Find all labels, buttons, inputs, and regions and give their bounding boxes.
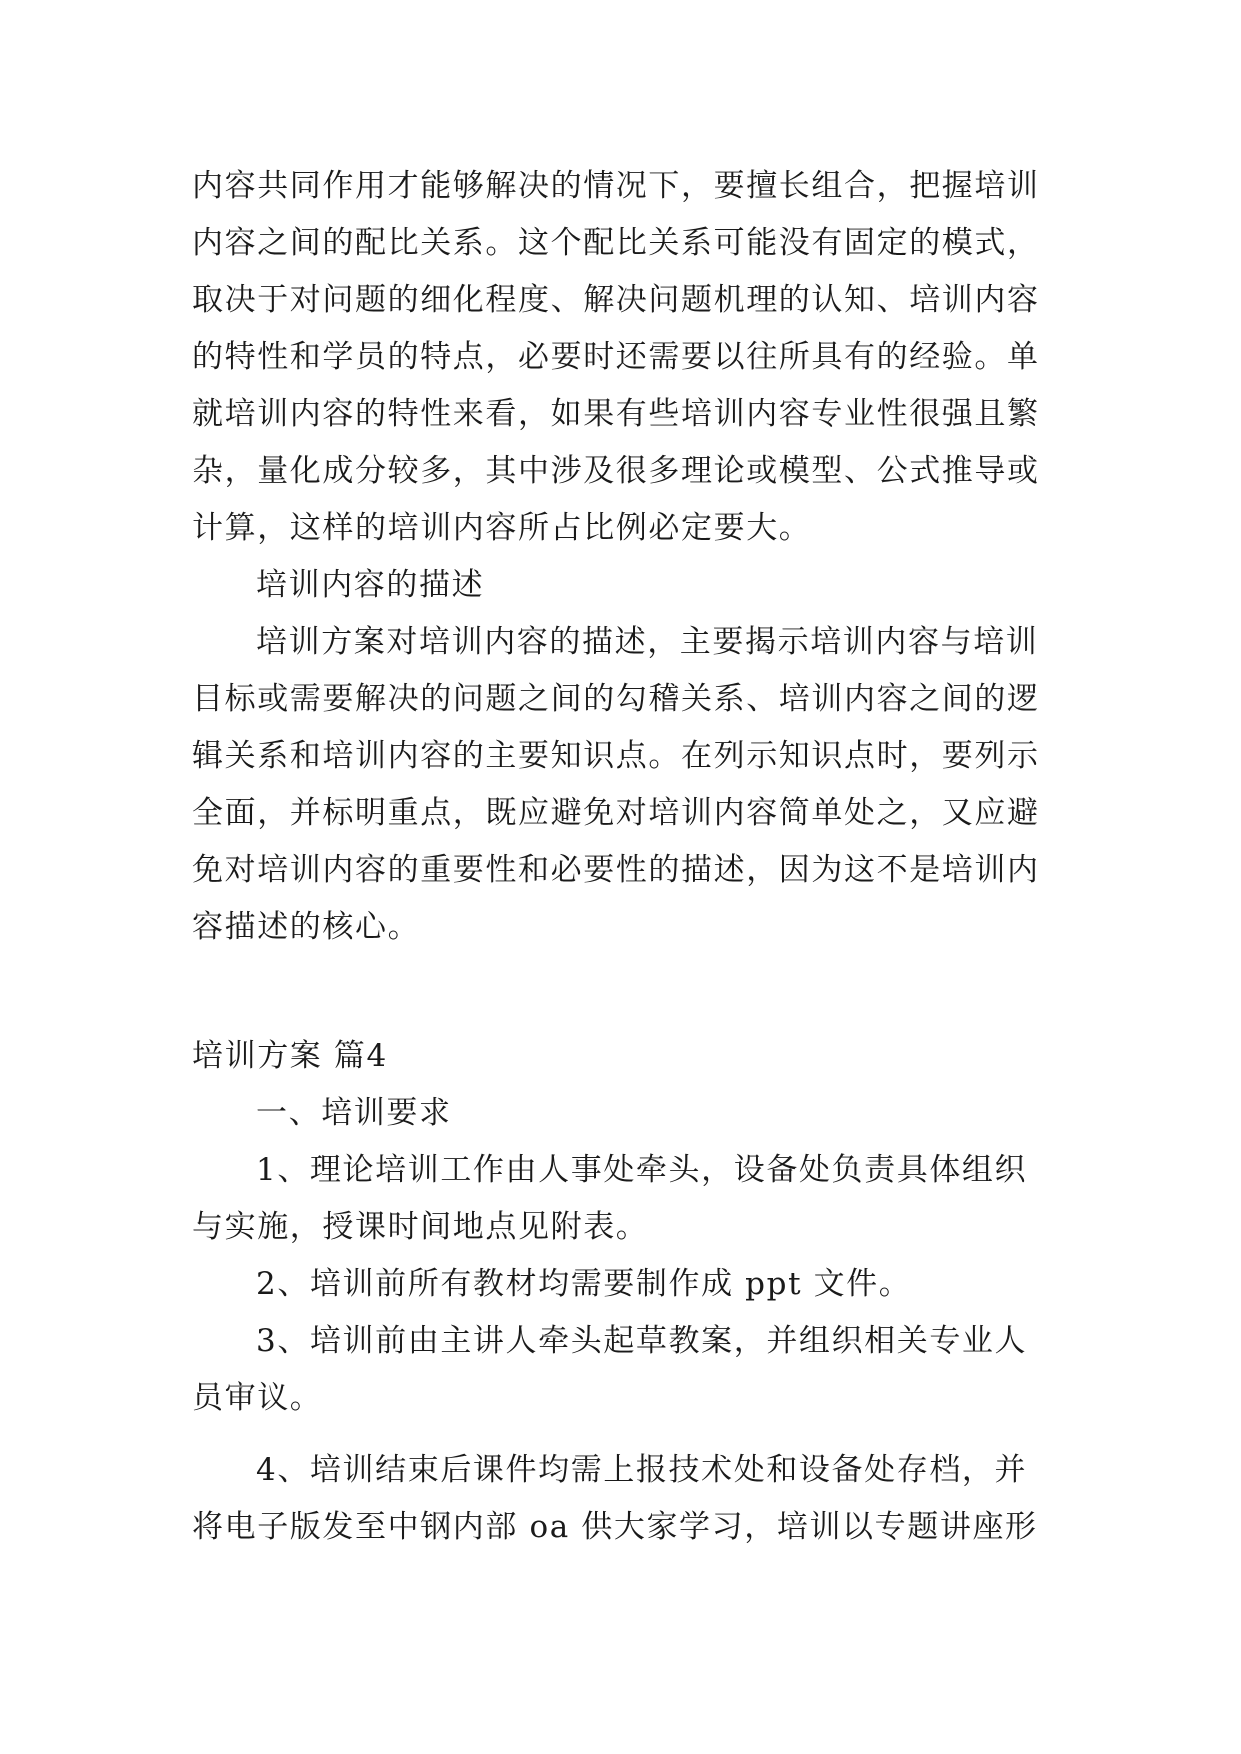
paragraph-line: 培训方案对培训内容的描述，主要揭示培训内容与培训 (256, 624, 1039, 660)
paragraph-line: 就培训内容的特性来看，如果有些培训内容专业性很强且繁 (192, 396, 1040, 432)
paragraph-line: 免对培训内容的重要性和必要性的描述，因为这不是培训内 (192, 852, 1040, 888)
section-subheading: 一、培训要求 (256, 1095, 452, 1131)
paragraph-line: 内容共同作用才能够解决的情况下，要擅长组合，把握培训 (192, 168, 1040, 204)
subheading: 培训内容的描述 (256, 567, 485, 603)
paragraph-line: 计算，这样的培训内容所占比例必定要大。 (192, 510, 812, 546)
list-item-continuation: 与实施，授课时间地点见附表。 (192, 1209, 649, 1245)
paragraph-line: 容描述的核心。 (192, 909, 421, 945)
list-item: 2、培训前所有教材均需要制作成 ppt 文件。 (256, 1266, 912, 1302)
paragraph-line: 辑关系和培训内容的主要知识点。在列示知识点时，要列示 (192, 738, 1040, 774)
list-item: 3、培训前由主讲人牵头起草教案，并组织相关专业人 (256, 1323, 1028, 1359)
paragraph-line: 内容之间的配比关系。这个配比关系可能没有固定的模式， (192, 225, 1040, 261)
list-item: 1、理论培训工作由人事处牵头，设备处负责具体组织 (256, 1152, 1028, 1188)
paragraph-line: 的特性和学员的特点，必要时还需要以往所具有的经验。单 (192, 339, 1040, 375)
list-item-continuation: 将电子版发至中钢内部 oa 供大家学习，培训以专题讲座形 (192, 1509, 1038, 1545)
section-title: 培训方案 篇4 (192, 1038, 388, 1074)
list-item: 4、培训结束后课件均需上报技术处和设备处存档，并 (256, 1452, 1028, 1488)
paragraph-line: 目标或需要解决的问题之间的勾稽关系、培训内容之间的逻 (192, 681, 1040, 717)
paragraph-line: 杂，量化成分较多，其中涉及很多理论或模型、公式推导或 (192, 453, 1040, 489)
paragraph-line: 取决于对问题的细化程度、解决问题机理的认知、培训内容 (192, 282, 1040, 318)
list-item-continuation: 员审议。 (192, 1380, 323, 1416)
paragraph-line: 全面，并标明重点，既应避免对培训内容简单处之，又应避 (192, 795, 1040, 831)
